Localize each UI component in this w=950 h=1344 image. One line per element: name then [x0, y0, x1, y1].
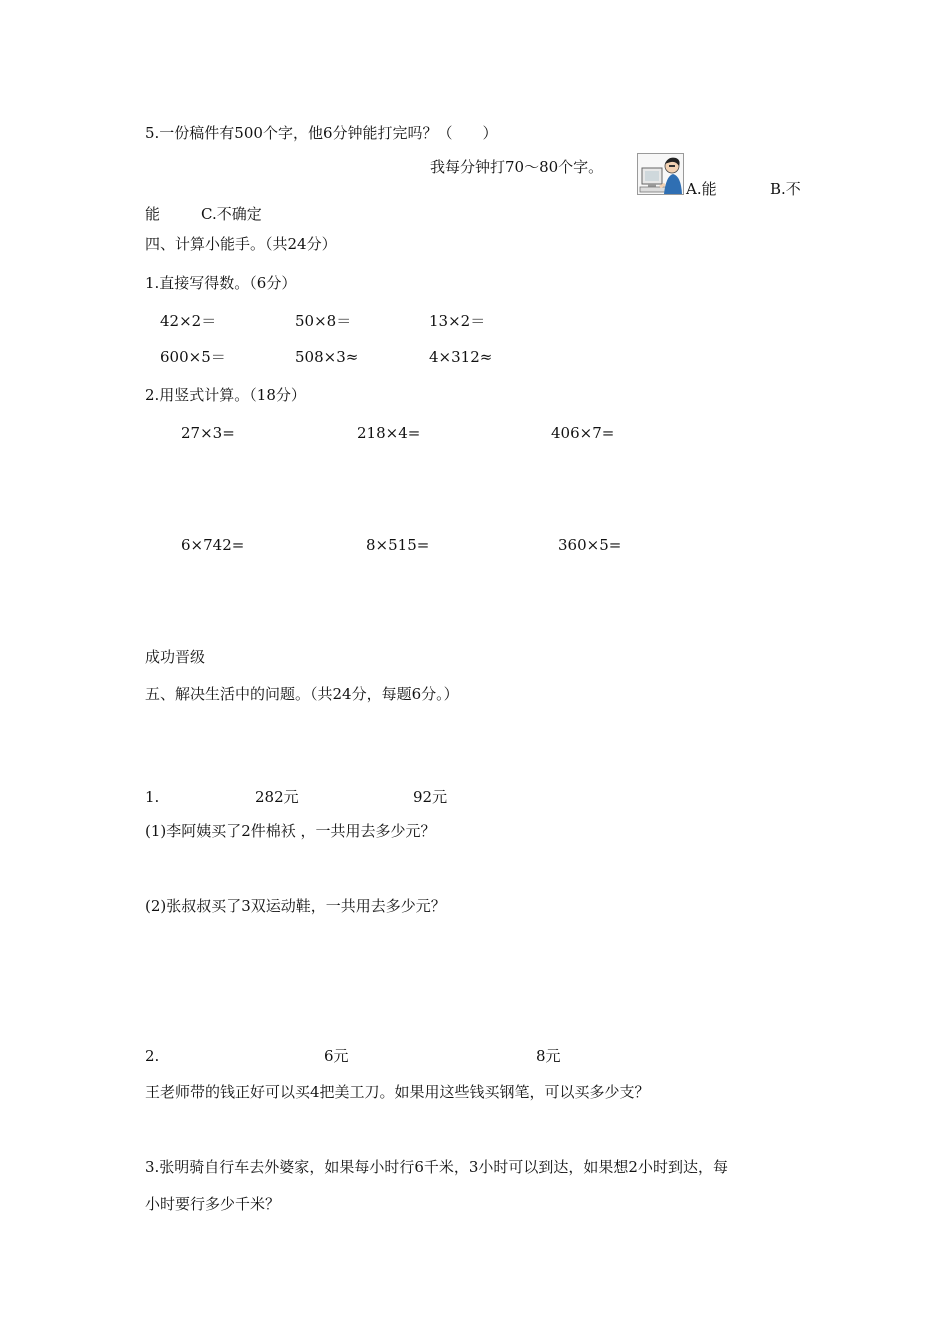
q2-price-pen: 8元 [536, 1047, 561, 1065]
vertical-calc-item: 27×3= [181, 424, 235, 442]
q5-speech-text: 我每分钟打70～80个字。 [430, 158, 604, 176]
vertical-calc-item: 218×4= [357, 424, 421, 442]
section5-title: 五、解决生活中的问题。（共24分，每题6分。） [145, 685, 459, 703]
oral-calc-item: 600×5＝ [160, 348, 226, 366]
boy-typing-at-computer-icon [637, 153, 684, 195]
vertical-calc-item: 8×515= [366, 536, 430, 554]
vertical-calc-item: 360×5= [558, 536, 622, 554]
q1-number: 1. [145, 788, 160, 806]
q5-option-b: B.不 [770, 180, 801, 198]
vertical-calc-item: 406×7= [551, 424, 615, 442]
q2-price-knife: 6元 [324, 1047, 349, 1065]
q1-sub-question-2: (2)张叔叔买了3双运动鞋，一共用去多少元？ [145, 897, 446, 915]
q5-option-b-continued: 能 [145, 205, 161, 223]
oral-calc-item: 4×312≈ [429, 348, 493, 366]
q5-question: 5.一份稿件有500个字，他6分钟能打完吗？（ ） [145, 124, 498, 142]
q2-question-text: 王老师带的钱正好可以买4把美工刀。如果用这些钱买钢笔，可以买多少支？ [145, 1083, 650, 1101]
q5-option-c: C.不确定 [201, 205, 262, 223]
section4-title: 四、计算小能手。（共24分） [145, 235, 337, 253]
q1-price-shoes: 92元 [413, 788, 448, 806]
q3-question-line-1: 3.张明骑自行车去外婆家，如果每小时行6千米，3小时可以到达，如果想2小时到达，每 [145, 1158, 728, 1176]
oral-calc-item: 508×3≈ [295, 348, 359, 366]
q5-option-a: A.能 [686, 180, 717, 198]
section4-part2-title: 2.用竖式计算。（18分） [145, 386, 306, 404]
q2-number: 2. [145, 1047, 160, 1065]
oral-calc-item: 42×2＝ [160, 312, 217, 330]
level-up-heading: 成功晋级 [145, 648, 206, 666]
oral-calc-item: 50×8＝ [295, 312, 352, 330]
oral-calc-item: 13×2＝ [429, 312, 486, 330]
q1-price-coat: 282元 [255, 788, 299, 806]
vertical-calc-item: 6×742= [181, 536, 245, 554]
q1-sub-question-1: (1)李阿姨买了2件棉袄 ，一共用去多少元？ [145, 822, 436, 840]
q3-question-line-2: 小时要行多少千米？ [145, 1195, 281, 1213]
section4-part1-title: 1.直接写得数。（6分） [145, 274, 297, 292]
